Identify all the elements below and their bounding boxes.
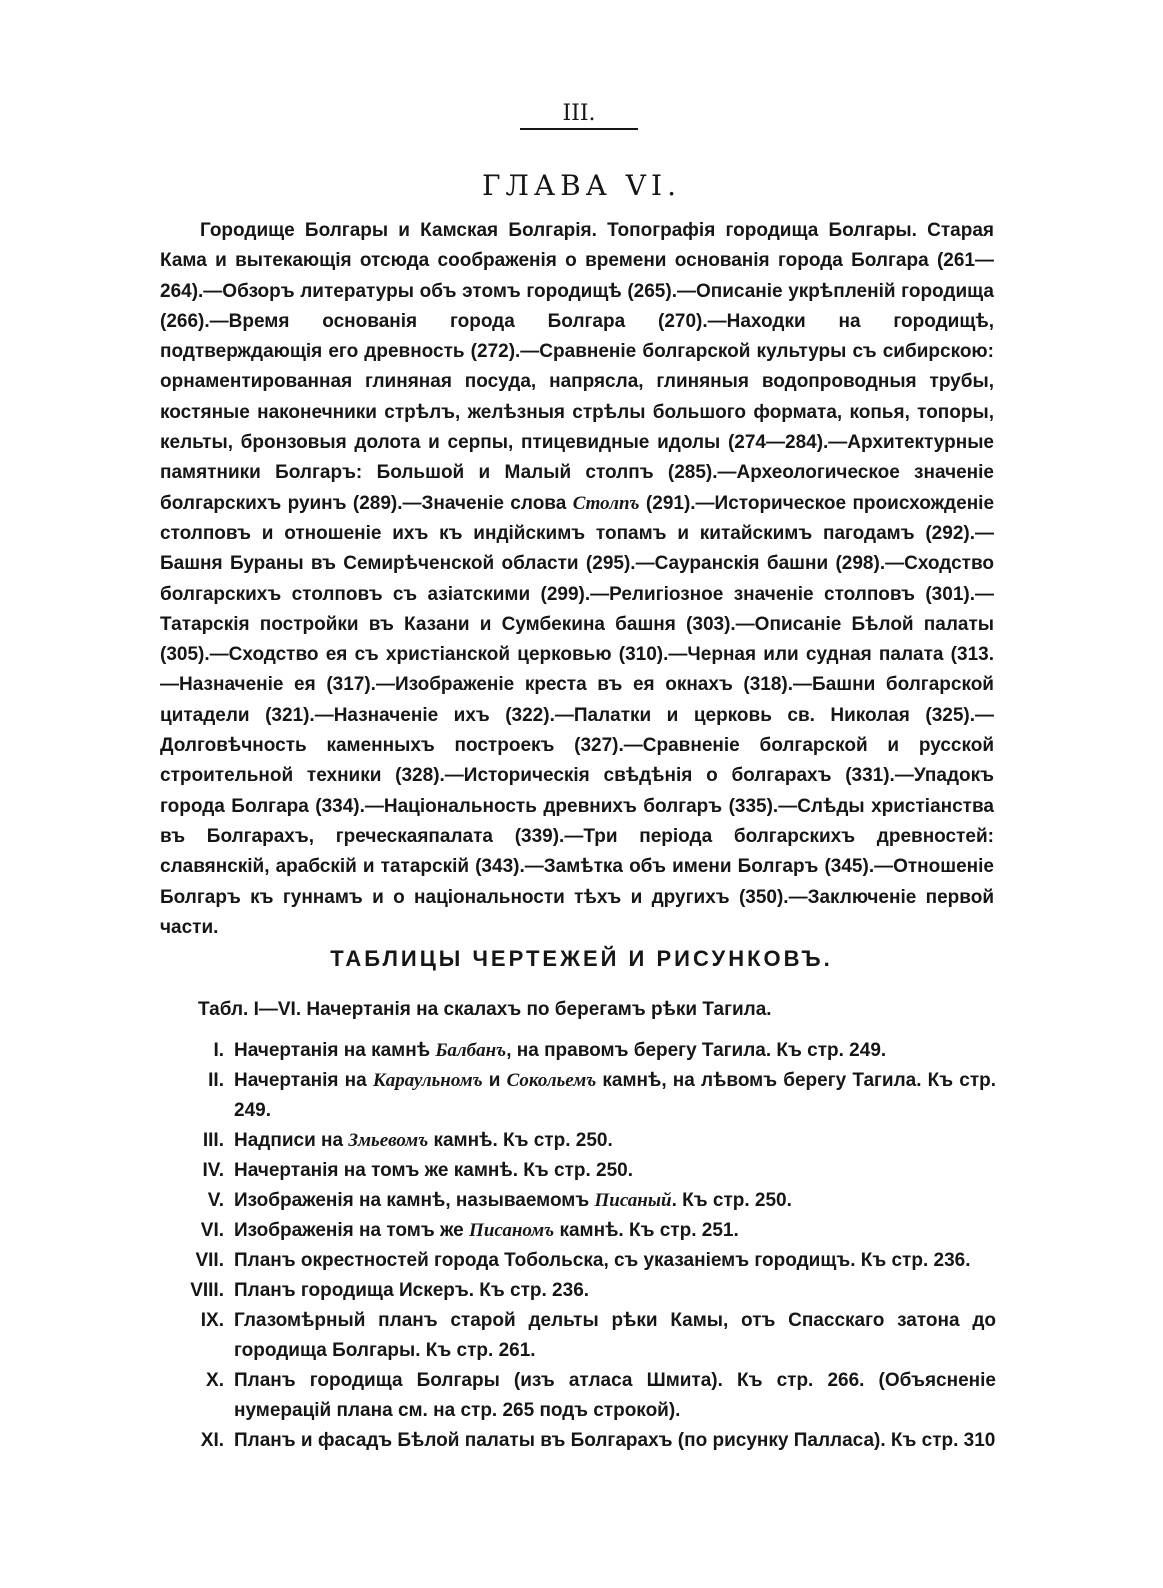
plate-description — [234, 1156, 996, 1186]
plate-item — [160, 1426, 996, 1456]
plate-number: III. — [202, 1130, 224, 1151]
plate-description — [234, 1066, 996, 1126]
plate-text: и — [488, 1070, 501, 1091]
plate-description — [234, 1276, 996, 1306]
tables-section-title: ТАБЛИЦЫ ЧЕРТЕЖЕЙ И РИСУНКОВЪ. — [330, 946, 833, 971]
summary-lead: Городище Болгары и Камская Болгарія. — [200, 220, 597, 241]
plate-description — [234, 1216, 996, 1246]
plate-item — [160, 1366, 996, 1426]
page-number: III. — [562, 101, 596, 126]
plate-text: камнѣ, на лѣвомъ берегу Тагила. Къ стр. 249. — [234, 1070, 997, 1121]
plate-description — [234, 1186, 996, 1216]
plate-text: Изображенія на томъ же — [234, 1220, 464, 1241]
summary-italic-word: Столпъ — [572, 492, 640, 514]
plate-italic-name: Сокольемъ — [506, 1070, 597, 1091]
plate-text: Планъ городища Болгары (изъ атласа Шмита). Къ стр. 266. (Объясненіе нумерацій плана см. на стр. 265 подъ строкой). — [234, 1370, 996, 1421]
plate-text: Планъ городища Искеръ. Къ стр. 236. — [234, 1280, 590, 1301]
plate-description — [234, 1246, 996, 1276]
page-number-rule — [520, 128, 638, 130]
plate-text: Надписи на — [234, 1130, 344, 1151]
plate-text: Начертанія на камнѣ — [234, 1040, 431, 1061]
plate-italic-name: Змьевомъ — [348, 1130, 429, 1151]
plate-number: XI. — [200, 1430, 224, 1451]
plate-text: . Къ стр. 250. — [671, 1190, 792, 1211]
plate-item — [160, 1276, 996, 1306]
plate-item — [160, 1036, 996, 1066]
plate-item — [160, 1156, 996, 1186]
plate-description — [234, 1426, 996, 1456]
plate-item — [160, 1216, 996, 1246]
plate-description — [234, 1126, 996, 1156]
plate-text: Планъ окрестностей города Тобольска, съ указаніемъ городищъ. Къ стр. 236. — [234, 1250, 971, 1271]
plate-italic-name: Караульномъ — [372, 1070, 483, 1091]
summary-text-part-1: Топографія городища Болгары. Старая Кама и вытекающія отсюда соображенія о времени основанія города Болгара (261—264).—Обзоръ литературы объ этомъ городищѣ (265).—Описаніе укрѣпленій городища (266).—Время основанія города Болгара (270).—Находки на городищѣ, подтверждающія его древность (272).—Сравненіе болгарской культуры съ сибирскою: орнаментированная глиняная посуда, напрясла, глиняныя водопроводныя трубы, костяные наконечники стрѣлъ, желѣзныя стрѣлы большого формата, копья, топоры, кельты, бронзовыя долота и серпы, птицевидные идолы (274—284).—Архитектурные памятники Болгаръ: Большой и Малый столпъ (285).—Археологическое значеніе болгарскихъ руинъ (289).—Значеніе слова — [160, 220, 994, 514]
plate-text: камнѣ. Къ стр. 250. — [433, 1130, 613, 1151]
plate-description — [234, 1366, 996, 1426]
plate-item — [160, 1126, 996, 1156]
plate-item — [160, 1186, 996, 1216]
plate-text: , на правомъ берегу Тагила. Къ стр. 249. — [506, 1040, 887, 1061]
tables-intro-label: Табл. I—VI. — [198, 999, 302, 1020]
plate-number: II. — [208, 1070, 224, 1091]
plate-number: IX. — [200, 1310, 224, 1331]
plate-item — [160, 1066, 996, 1126]
plate-item — [160, 1306, 996, 1366]
tables-intro — [198, 996, 998, 1024]
chapter-title: ГЛАВА VI. — [482, 169, 681, 202]
chapter-summary — [160, 216, 994, 943]
plates-list — [160, 1036, 996, 1456]
plate-number: X. — [206, 1370, 224, 1391]
plate-number: IV. — [202, 1160, 224, 1181]
tables-intro-text: Начертанія на скалахъ по берегамъ рѣки Тагила. — [306, 999, 772, 1020]
plate-description — [234, 1306, 996, 1366]
plate-number: VII. — [195, 1250, 224, 1271]
plate-text: Начертанія на — [234, 1070, 367, 1091]
plate-italic-name: Писаномъ — [469, 1220, 555, 1241]
plate-number: VIII. — [190, 1280, 224, 1301]
plate-number: VI. — [200, 1220, 224, 1241]
plate-item — [160, 1246, 996, 1276]
plate-text: Глазомѣрный планъ старой дельты рѣки Камы, отъ Спасскаго затона до городища Болгары. Къ стр. 261. — [234, 1310, 996, 1361]
plate-description — [234, 1036, 996, 1066]
plate-italic-name: Писаный — [594, 1190, 672, 1211]
plate-italic-name: Балбанъ — [435, 1040, 507, 1061]
summary-text-part-2: (291).—Историческое происхожденіе столповъ и отношеніе ихъ къ индійскимъ топамъ и китайскимъ пагодамъ (292).—Башня Бураны въ Семирѣченской области (295).—Сауранскія башни (298).—Сходство болгарскихъ столповъ съ азіатскими (299).—Религіозное значеніе столповъ (301).—Татарскія постройки въ Казани и Сумбекина башня (303).—Описаніе Бѣлой палаты (305).—Сходство ея съ христіанской церковью (310).—Черная или судная палата (313.—Назначеніе ея (317).—Изображеніе креста въ ея окнахъ (318).—Башни болгарской цитадели (321).—Назначеніе ихъ (322).—Палатки и церковь св. Николая (325).—Долговѣчность каменныхъ построекъ (327).—Сравненіе болгарской и русской строительной техники (328).—Историческія свѣдѣнія о болгарахъ (331).—Упадокъ города Болгара (334).—Національность древнихъ болгаръ (335).—Слѣды христіанства въ Болгарахъ, греческаяпалата (339).—Три періода болгарскихъ древностей: славянскій, арабскій и татарскій (343).—Замѣтка объ имени Болгаръ (345).—Отношеніе Болгаръ къ гуннамъ и о національности тѣхъ и другихъ (350).—Заключеніе первой части. — [160, 492, 995, 938]
plate-text: Начертанія на томъ же камнѣ. Къ стр. 250. — [234, 1160, 633, 1181]
plate-text: Изображенія на камнѣ, называемомъ — [234, 1190, 590, 1211]
plate-text: Планъ и фасадъ Бѣлой палаты въ Болгарахъ (по рисунку Палласа). Къ стр. 310 — [234, 1430, 996, 1451]
plate-number: V. — [207, 1190, 224, 1211]
plate-number: I. — [213, 1040, 224, 1061]
plate-text: камнѣ. Къ стр. 251. — [559, 1220, 739, 1241]
